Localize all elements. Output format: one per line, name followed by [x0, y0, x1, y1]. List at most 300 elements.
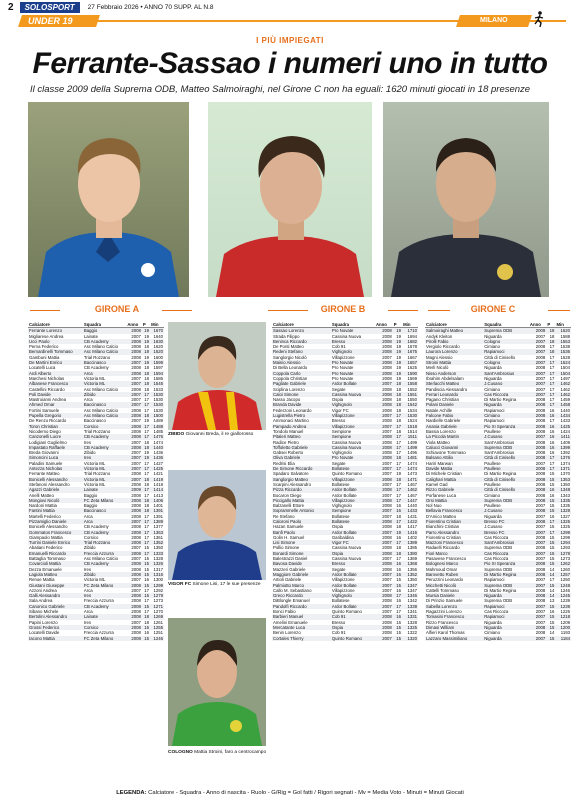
- table-cell: 2007: [529, 360, 546, 365]
- table-cell: 2008: [529, 625, 546, 630]
- table-cell: 1499: [402, 445, 418, 450]
- table-cell: 2007: [131, 397, 141, 403]
- side-photo-3: [168, 618, 266, 746]
- table-cell: 1462: [560, 386, 570, 392]
- table-cell: 1368: [402, 561, 418, 566]
- table-cell: 2007: [535, 619, 546, 625]
- table-cell: 19: [393, 339, 402, 344]
- table-cell: 19: [396, 354, 402, 360]
- table-cell: Spadaro Salvatore: [273, 471, 309, 477]
- table-cell: 17: [142, 402, 150, 407]
- table-cell: Città di Cinisello: [483, 455, 529, 460]
- table-cell: 18: [396, 524, 402, 530]
- table-cell: Freccia Azzurra: [83, 551, 126, 556]
- table-cell: Pio XI Speranza: [483, 561, 529, 566]
- table-cell: Arca: [83, 587, 93, 593]
- table-cell: 18: [546, 339, 555, 344]
- table-cell: 2008: [535, 354, 546, 360]
- table-cell: 2009: [126, 487, 142, 492]
- table-cell: 2007: [131, 619, 141, 625]
- table-cell: Mazzeri Gabriele: [273, 566, 306, 572]
- table-cell: Balsano Attilio: [425, 455, 483, 460]
- table-cell: Beninca Riccardo: [272, 339, 331, 344]
- table-cell: 1500: [150, 413, 164, 418]
- table-cell: 1316: [150, 572, 164, 577]
- table-cell: 17: [144, 587, 150, 593]
- table-cell: Victoria ML: [83, 477, 126, 482]
- table-cell: 1433: [402, 508, 418, 513]
- table-cell: 1414: [150, 487, 164, 492]
- table-cell: 1590: [402, 371, 418, 376]
- table-row: [425, 418, 571, 423]
- table-cell: Vergiolo Riccardo: [426, 344, 460, 350]
- table-cell: Paladini Samuele: [29, 460, 63, 466]
- table-cell: 19: [396, 375, 402, 381]
- table-cell: 13: [549, 598, 555, 604]
- table-cell: 16: [549, 513, 555, 519]
- city-tab: [456, 15, 532, 27]
- table-cell: 2008: [535, 428, 546, 434]
- table-cell: 2007: [131, 450, 141, 456]
- table-cell: 17: [144, 534, 150, 540]
- table-cell: Scarpini Alessandro: [273, 481, 311, 487]
- table-cell: 17: [396, 439, 402, 445]
- table-cell: 1553: [555, 339, 571, 344]
- table-cell: 15: [142, 561, 150, 566]
- table-cell: 16: [396, 503, 402, 509]
- table-cell: 2008: [126, 498, 142, 503]
- table-cell: Coppola Christian: [273, 375, 308, 381]
- table-cell: 17: [393, 445, 402, 450]
- table-row: [272, 381, 418, 386]
- table-cell: 2007: [126, 455, 142, 460]
- table-row: [28, 402, 164, 407]
- table-cell: 2008: [131, 365, 141, 371]
- table-cell: Arca: [83, 371, 126, 376]
- column-header: Min: [555, 322, 571, 328]
- table-cell: CB Academy: [83, 530, 126, 535]
- table-cell: 2008: [382, 386, 392, 392]
- table-cell: Città di Cinisello: [483, 487, 529, 492]
- table-cell: Pro Novate: [331, 365, 354, 371]
- table-cell: 19: [396, 365, 402, 371]
- table-cell: 17: [396, 556, 402, 562]
- table-cell: 2008: [375, 593, 393, 598]
- column-header: Calciatore: [272, 322, 331, 328]
- table-row: [425, 471, 571, 476]
- table-cell: 1239: [555, 604, 571, 609]
- table-cell: 2007: [375, 381, 393, 386]
- table-cell: Bonardi Simone: [272, 551, 331, 556]
- column-header: P: [393, 322, 402, 328]
- table-row: [272, 328, 418, 334]
- column-header: Anno: [126, 322, 142, 328]
- table-cell: Ospia: [331, 524, 344, 530]
- table-cell: 1416: [402, 530, 418, 535]
- table-cell: Suprema ODB: [484, 566, 513, 572]
- table-cell: Antezza Nicholas: [28, 466, 83, 471]
- table-cell: 18: [393, 455, 402, 460]
- table-cell: 1391: [153, 513, 163, 519]
- table-cell: 18: [393, 381, 402, 386]
- table-cell: 1411: [555, 434, 571, 439]
- girone-a-heading: GIRONE A: [94, 304, 140, 314]
- table-cell: 1262: [555, 561, 571, 566]
- table-cell: 1327: [560, 513, 570, 519]
- table-cell: 2008: [529, 561, 546, 566]
- table-cell: Ires: [83, 455, 126, 460]
- table-cell: Freccia Azzurra: [83, 630, 114, 636]
- table-cell: 2007: [382, 354, 392, 360]
- table-cell: 1299: [150, 583, 164, 588]
- table-cell: Niguarda: [484, 513, 502, 519]
- table-cell: Parro Alessandro: [425, 530, 483, 535]
- table-cell: Nisso Anderson: [425, 371, 483, 376]
- table-cell: 17: [396, 492, 402, 498]
- table-cell: 2007: [529, 551, 546, 556]
- table-cell: 1300: [153, 577, 163, 583]
- table-cell: Trial Rozzano: [83, 354, 111, 360]
- table-row: [28, 365, 164, 370]
- table-row: [425, 365, 571, 370]
- table-cell: Bonci Fabio: [273, 609, 296, 615]
- table-row: [425, 524, 571, 529]
- table-cell: De Simone Riccardo: [272, 466, 331, 471]
- table-cell: 2007: [529, 530, 546, 535]
- table-cell: 1380: [402, 551, 418, 556]
- table-cell: 2007: [382, 556, 392, 562]
- table-cell: Ardor Bollate: [331, 381, 375, 386]
- table-cell: 17: [393, 604, 402, 609]
- table-cell: 1418: [153, 481, 163, 487]
- table-cell: Cassina Nuova: [331, 392, 375, 397]
- table-cell: 16: [549, 450, 555, 456]
- table-cell: Corsico: [83, 534, 99, 540]
- table-cell: 2008: [131, 630, 141, 636]
- table-cell: 17: [144, 460, 150, 466]
- table-cell: 1436: [150, 455, 164, 460]
- table-cell: Bollatese: [331, 513, 350, 519]
- table-cell: 17: [142, 540, 150, 545]
- table-cell: 1292: [153, 587, 163, 593]
- table-cell: 2008: [131, 471, 141, 477]
- table-cell: Rapiamoci: [483, 349, 529, 354]
- table-cell: Bollatese: [331, 466, 375, 471]
- table-cell: 17: [546, 530, 555, 535]
- table-cell: 2008: [126, 339, 142, 344]
- table-cell: Martelli Federico: [29, 513, 61, 519]
- table-cell: 2007: [535, 333, 546, 339]
- table-cell: 1317: [153, 566, 163, 572]
- table-cell: 17: [549, 344, 555, 350]
- table-cell: Merli Nicolò: [426, 365, 449, 371]
- side-photo-2: [168, 470, 266, 580]
- table-row: [28, 630, 164, 635]
- table-cell: 15: [549, 534, 555, 540]
- table-row: [28, 418, 164, 423]
- table-cell: 1496: [407, 450, 417, 456]
- table-cell: 2007: [382, 513, 392, 519]
- table-cell: Zibido: [83, 450, 96, 456]
- table-cell: Ospia: [331, 551, 375, 556]
- table-cell: Callo M. Sebastiano: [273, 587, 312, 593]
- table-cell: 15: [142, 583, 150, 588]
- table-cell: 2008: [126, 445, 142, 450]
- table-cell: 1331: [402, 614, 418, 619]
- table-cell: 1536: [555, 349, 571, 354]
- divider: [388, 310, 418, 311]
- table-cell: Lainate: [83, 614, 126, 619]
- table-cell: Cas Riccoza: [483, 392, 529, 397]
- girone-c-heading: GIRONE C: [470, 304, 516, 314]
- table-cell: Sanglorgio Nicolò: [273, 354, 307, 360]
- table-cell: 1346: [402, 593, 418, 598]
- table-cell: 1251: [153, 630, 163, 636]
- table-cell: 1599: [150, 360, 164, 365]
- table-cell: 2007: [126, 466, 142, 471]
- table-cell: 2008: [375, 551, 393, 556]
- table-cell: 1255: [150, 625, 164, 630]
- table-cell: 2008: [375, 434, 393, 439]
- table-cell: 15: [546, 551, 555, 556]
- table-cell: 15: [393, 625, 402, 630]
- table-cell: Ires: [83, 566, 92, 572]
- table-cell: Ibrahim Abdelsalam: [426, 375, 464, 381]
- table-cell: 17: [549, 577, 555, 583]
- table-cell: 1417: [407, 524, 417, 530]
- table-cell: 1193: [560, 630, 570, 636]
- legend-text: Calciatore - Squadra - Anno di nascita - Ruolo - G/Rig = Gol fatti / Rigori segnati - Mv = Media Voto - Minuti = Minuti Giocati: [148, 790, 464, 796]
- table-cell: Baccinasco: [83, 508, 126, 513]
- table-cell: 2008: [126, 593, 142, 598]
- table-cell: 2008: [382, 375, 392, 381]
- headline: Ferrante-Sassao i numeri uno in tutto: [32, 47, 548, 80]
- table-cell: 2008: [382, 534, 392, 540]
- table-cell: 2008: [382, 333, 392, 339]
- table-cell: 2007: [529, 349, 546, 354]
- table-cell: Bresso: [331, 339, 375, 344]
- column-header: Squadra: [83, 322, 126, 328]
- table-cell: Arca: [83, 397, 93, 403]
- table-cell: 17: [144, 471, 150, 477]
- table-cell: 2008: [382, 619, 392, 625]
- column-header: Anno: [375, 322, 393, 328]
- table-cell: 2008: [535, 598, 546, 604]
- table-cell: Mahmoud Omar: [426, 566, 458, 572]
- table-cell: Barbieri Manuel: [272, 614, 331, 619]
- table-cell: Cassina Nuova: [331, 556, 361, 562]
- table-cell: 2007: [375, 540, 393, 545]
- table-row: [272, 545, 418, 550]
- table-cell: 18: [144, 619, 150, 625]
- subheadline: Il classe 2009 della Suprema ODB, Matteo Salmoiraghi, nel Girone C non ha eguali: 1620 minuti giocati in 18 presenze: [30, 84, 531, 95]
- table-cell: 2008: [126, 371, 142, 376]
- table-cell: Bollatese: [331, 519, 375, 524]
- table-cell: 2008: [382, 397, 392, 403]
- table-cell: Radaelli Riccardo: [426, 545, 460, 551]
- table-cell: 15: [546, 614, 555, 619]
- table-cell: 2008: [529, 445, 546, 450]
- table-cell: Pandolfi Riccardo: [272, 604, 331, 609]
- table-cell: Corsico: [83, 424, 126, 429]
- table-row: [272, 349, 418, 354]
- table-cell: 1342: [407, 598, 417, 604]
- table-cell: 1347: [407, 587, 417, 593]
- table-cell: 1350: [560, 481, 570, 487]
- table-cell: 2008: [535, 407, 546, 413]
- table-cell: 15: [546, 636, 555, 641]
- table-cell: 2008: [535, 471, 546, 477]
- table-row: [272, 630, 418, 635]
- table-cell: Suprema ODB: [483, 445, 529, 450]
- table-cell: Castellini Riccardo: [29, 386, 65, 392]
- caption-team: ZIBIDO: [168, 432, 185, 437]
- table-cell: 18: [144, 344, 150, 350]
- table-cell: Marchesi Nicholas: [29, 375, 65, 381]
- table-cell: Città di Cinisello: [483, 477, 529, 482]
- table-cell: Pagano Christian: [426, 397, 459, 403]
- table-cell: Vighignolo: [331, 450, 352, 456]
- table-cell: 1518: [402, 424, 418, 429]
- table-cell: 1524: [407, 418, 417, 424]
- table-cell: 2008: [382, 503, 392, 509]
- column-header: Squadra: [483, 322, 529, 328]
- table-cell: Ferrari Leonardo: [425, 392, 483, 397]
- table-cell: Micchetti Nicolò: [425, 583, 483, 588]
- table-cell: Bolognesi Marco: [425, 561, 483, 566]
- table-cell: 1620: [555, 328, 571, 334]
- table-cell: 2008: [126, 625, 142, 630]
- table-cell: 2008: [529, 424, 546, 429]
- table-cell: Niguarda: [484, 365, 502, 371]
- top-bar: [0, 0, 580, 14]
- table-row: [425, 381, 571, 386]
- table-cell: Nicodemo Diego: [29, 428, 61, 434]
- table-cell: 1389: [150, 519, 164, 524]
- table-cell: Suprema ODB: [483, 498, 529, 503]
- table-cell: 2007: [131, 375, 141, 381]
- table-cell: 15: [142, 604, 150, 609]
- table-cell: 1552: [407, 386, 417, 392]
- caption-1: [168, 432, 268, 438]
- column-header: Anno: [529, 322, 546, 328]
- table-cell: 15: [546, 498, 555, 503]
- table-cell: 1474: [407, 460, 417, 466]
- table-cell: Covarcioli Mattia: [28, 561, 83, 566]
- table-cell: 17: [393, 487, 402, 492]
- table-cell: Bresso: [331, 418, 346, 424]
- table-cell: 2008: [375, 487, 393, 492]
- table-cell: Calucci Giovanni: [425, 445, 483, 450]
- table-cell: 1269: [150, 614, 164, 619]
- table-header-row: [425, 322, 571, 328]
- table-cell: Soprammelle Antonio: [272, 508, 331, 513]
- table-cell: Paullese: [484, 481, 501, 487]
- table-cell: 2008: [375, 392, 393, 397]
- table-cell: 2007: [131, 333, 141, 339]
- table-cell: 1670: [150, 328, 164, 334]
- table-cell: 17: [549, 375, 555, 381]
- table-cell: J.Cusano: [483, 381, 529, 386]
- table-cell: 2008: [131, 492, 141, 498]
- girone-a-table: [28, 322, 164, 641]
- table-cell: 2008: [535, 534, 546, 540]
- table-cell: 2008: [126, 572, 142, 577]
- table-cell: 1385: [407, 545, 417, 551]
- page-number: 2: [8, 1, 14, 13]
- table-cell: Villapizzone: [331, 498, 375, 503]
- table-cell: Pagliate Gabriele: [272, 381, 331, 386]
- table-cell: 1625: [407, 365, 417, 371]
- table-cell: 2008: [535, 566, 546, 572]
- table-cell: Baggio: [83, 492, 98, 498]
- table-cell: 17: [142, 487, 150, 492]
- table-cell: 2008: [535, 365, 546, 371]
- table-cell: Papini Lorenzo: [29, 619, 58, 625]
- table-cell: 1270: [153, 609, 163, 615]
- table-cell: 1248: [555, 583, 571, 588]
- table-cell: 1406: [150, 498, 164, 503]
- table-cell: Emanuelli Riccardo: [28, 551, 83, 556]
- table-cell: Trial Rozzano: [83, 471, 111, 477]
- table-cell: Agazzi Gabriele: [28, 487, 83, 492]
- table-cell: 1250: [560, 577, 570, 583]
- table-cell: 16: [549, 492, 555, 498]
- table-cell: 2007: [529, 434, 546, 439]
- table-cell: Villapizzone: [331, 354, 355, 360]
- table-cell: Caloroni Paolo: [272, 519, 331, 524]
- table-cell: Mazzoni Francesco: [425, 540, 483, 545]
- table-cell: Di Martio Regina: [483, 572, 529, 577]
- column-header: Min: [402, 322, 418, 328]
- table-cell: 1640: [153, 333, 163, 339]
- table-cell: 2007: [131, 556, 141, 562]
- table-cell: 17: [393, 593, 402, 598]
- table-cell: Magni Alessio: [426, 354, 453, 360]
- table-cell: 16: [396, 566, 402, 572]
- table-cell: Benin Lorenzo: [273, 630, 301, 636]
- table-cell: 19: [396, 344, 402, 350]
- table-cell: 1528: [560, 354, 570, 360]
- table-cell: 1504: [555, 371, 571, 376]
- column-header: Calciatore: [425, 322, 483, 328]
- table-cell: Vighignolo: [331, 593, 375, 598]
- table-cell: 19: [142, 455, 150, 460]
- table-cell: 17: [549, 397, 555, 403]
- table-cell: 2008: [529, 498, 546, 503]
- table-cell: Bollatese: [331, 598, 350, 604]
- table-cell: 2008: [529, 572, 546, 577]
- table-row: [28, 636, 164, 641]
- table-cell: 17: [549, 386, 555, 392]
- table-cell: 1682: [402, 339, 418, 344]
- table-row: [28, 577, 164, 582]
- table-cell: 19: [144, 333, 150, 339]
- table-cell: 1476: [150, 434, 164, 439]
- table-cell: Sant'Ambrosius: [484, 439, 515, 445]
- table-cell: Banfi Paolo: [272, 530, 331, 535]
- table-cell: 2008: [375, 498, 393, 503]
- table-cell: Dezza Emanuele: [29, 566, 62, 572]
- table-cell: 2007: [375, 636, 393, 641]
- table-cell: 2007: [535, 503, 546, 509]
- table-cell: Polani Daniele: [425, 402, 483, 407]
- legend-label: LEGENDA:: [116, 790, 147, 796]
- table-cell: 17: [142, 551, 150, 556]
- table-cell: 15: [546, 625, 555, 630]
- table-cell: 16: [393, 561, 402, 566]
- table-cell: Quinto Romano: [331, 471, 362, 477]
